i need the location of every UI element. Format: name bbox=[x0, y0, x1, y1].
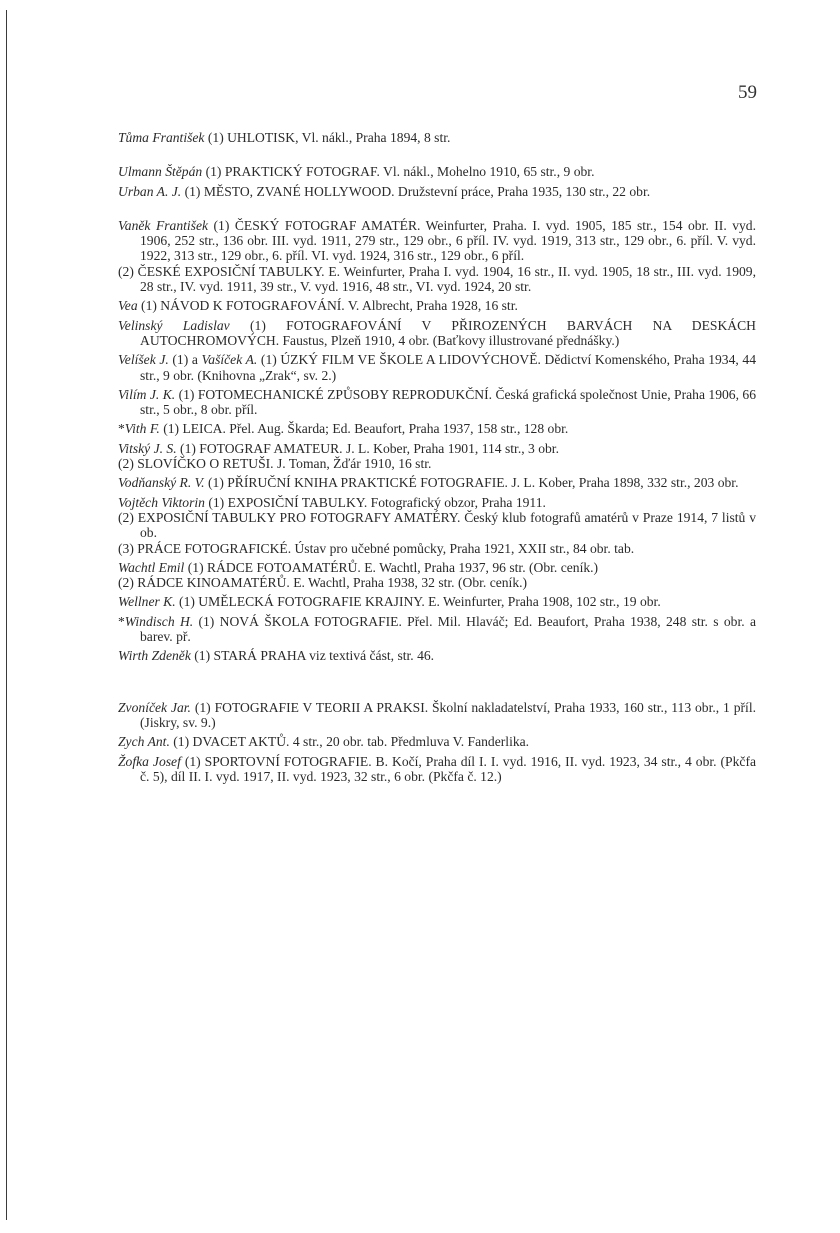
entry-text: (1) RÁDCE FOTOAMATÉRŮ. E. Wachtl, Praha 1937, 96 str. (Obr. ceník.) bbox=[184, 559, 599, 575]
bibliography-entry bbox=[118, 298, 756, 313]
entry-text: (1) STARÁ PRAHA viz textivá část, str. 46. bbox=[190, 648, 435, 664]
entry-author: Vitský J. S. bbox=[118, 440, 177, 456]
entry-author: Wachtl Emil bbox=[118, 559, 185, 575]
entry-author: Vodňanský R. V. bbox=[118, 475, 205, 491]
entry-text: (1) ČESKÝ FOTOGRAF AMATÉR. Weinfurter, Praha. I. vyd. 1905, 185 str., 154 obr. II. vyd. 1906, 252 str., 136 obr. III. vyd. 1911, 279 str., 129 obr., 6 příl. IV. vyd. 1919, 313 str., 129 obr., 6. příl. V. vyd. 1922, 313 str., 129 obr., 6. příl. VI. vyd. 1924, 316 str., 129 obr., 6 příl. bbox=[140, 217, 756, 264]
entry-text: (1) NOVÁ ŠKOLA FOTOGRAFIE. Přel. Mil. Hlaváč; Ed. Beaufort, Praha 1938, 248 str. s obr. a barev. př. bbox=[140, 613, 756, 645]
entry-text: (1) FOTOMECHANICKÉ ZPŮSOBY REPRODUKČNÍ. Česká grafická společnost Unie, Praha 1906, 66 str., 5 obr., 8 obr. příl. bbox=[140, 386, 756, 418]
entry-author: Zych Ant. bbox=[118, 734, 170, 750]
entry-text: (1) a bbox=[168, 352, 202, 368]
entry-text: (1) NÁVOD K FOTOGRAFOVÁNÍ. V. Albrecht, Praha 1928, 16 str. bbox=[137, 298, 518, 314]
entry-text: (1) LEICA. Přel. Aug. Škarda; Ed. Beaufort, Praha 1937, 158 str., 128 obr. bbox=[159, 421, 569, 437]
bibliography-list bbox=[118, 130, 756, 788]
entry-text: (1) FOTOGRAFIE V TEORII A PRAKSI. Školní nakladatelství, Praha 1933, 160 str., 113 obr., 1 příl. (Jiskry, sv. 9.) bbox=[140, 699, 756, 730]
entry-text: (1) EXPOSIČNÍ TABULKY. Fotografický obzor, Praha 1911. bbox=[204, 494, 546, 510]
entry-subwork: (2) ČESKÉ EXPOSIČNÍ TABULKY. E. Weinfurter, Praha I. vyd. 1904, 16 str., II. vyd. 1905, 18 str., III. vyd. 1909, 28 str., IV. vyd. 1911, 39 str., V. vyd. 1916, 48 str., VI. vyd. 1924, 20 str. bbox=[118, 263, 756, 295]
bibliography-entry bbox=[118, 754, 756, 785]
bibliography-entry bbox=[118, 184, 756, 199]
entry-author: Windisch H. bbox=[124, 613, 194, 629]
bibliography-entry bbox=[118, 318, 756, 349]
entry-author: Zvoníček Jar. bbox=[118, 699, 191, 715]
bibliography-entry bbox=[118, 352, 756, 383]
entry-subwork: (2) EXPOSIČNÍ TABULKY PRO FOTOGRAFY AMATÉRY. Český klub fotografů amatérů v Praze 1914, 7 listů v ob. bbox=[118, 509, 756, 541]
entry-author: Tůma František bbox=[118, 130, 205, 145]
entry-asterisk-marker: * bbox=[118, 421, 125, 437]
entry-author: Vea bbox=[118, 298, 138, 314]
bibliography-entry bbox=[118, 495, 756, 556]
entry-author: Žofka Josef bbox=[118, 753, 181, 769]
bibliography-entry bbox=[118, 560, 756, 591]
entry-coauthor: Vašíček A. bbox=[201, 352, 258, 368]
entry-author: Vith F. bbox=[124, 421, 160, 437]
entry-text: (1) FOTOGRAFOVÁNÍ V PŘIROZENÝCH BARVÁCH NA DESKÁCH AUTOCHROMOVÝCH. Faustus, Plzeň 1910, 4 obr. (Baťkovy illustrované přednášky.) bbox=[140, 317, 756, 348]
entry-text: (1) PŘÍRUČNÍ KNIHA PRAKTICKÉ FOTOGRAFIE. J. L. Kober, Praha 1898, 332 str., 203 obr. bbox=[204, 475, 739, 491]
page-edge-line bbox=[6, 10, 7, 1220]
entry-author: Velíšek J. bbox=[118, 352, 169, 368]
entry-text: (1) UMĚLECKÁ FOTOGRAFIE KRAJINY. E. Weinfurter, Praha 1908, 102 str., 19 obr. bbox=[175, 594, 661, 610]
bibliography-entry bbox=[118, 218, 756, 294]
bibliography-entry bbox=[118, 700, 756, 731]
bibliography-entry bbox=[118, 421, 756, 436]
bibliography-entry bbox=[118, 164, 756, 179]
entry-subwork: (2) SLOVÍČKO O RETUŠI. J. Toman, Žďár 1910, 16 str. bbox=[118, 456, 432, 472]
entry-text: (1) SPORTOVNÍ FOTOGRAFIE. B. Kočí, Praha díl I. I. vyd. 1916, II. vyd. 1923, 34 str., 4 obr. (Pkčfa č. 5), díl II. I. vyd. 1917, II. vyd. 1923, 32 str., 6 obr. (Pkčfa č. 12.) bbox=[140, 753, 757, 784]
entry-text: (1) UHLOTISK, Vl. nákl., Praha 1894, 8 str. bbox=[204, 130, 451, 145]
entry-asterisk-marker: * bbox=[118, 613, 125, 629]
bibliography-entry bbox=[118, 130, 756, 145]
entry-author: Wirth Zdeněk bbox=[118, 648, 191, 664]
bibliography-entry bbox=[118, 648, 756, 663]
bibliography-entry bbox=[118, 475, 756, 490]
bibliography-entry bbox=[118, 387, 756, 418]
bibliography-entry bbox=[118, 594, 756, 609]
entry-text: (1) MĚSTO, ZVANÉ HOLLYWOOD. Družstevní práce, Praha 1935, 130 str., 22 obr. bbox=[181, 183, 651, 199]
entry-subwork: (3) PRÁCE FOTOGRAFICKÉ. Ústav pro učebné pomůcky, Praha 1921, XXII str., 84 obr. tab. bbox=[118, 540, 635, 556]
entry-subwork: (2) RÁDCE KINOAMATÉRŮ. E. Wachtl, Praha 1938, 32 str. (Obr. ceník.) bbox=[118, 575, 528, 591]
entry-author: Vojtěch Viktorin bbox=[118, 494, 205, 510]
entry-author: Vilím J. K. bbox=[118, 386, 176, 402]
entry-author: Vaněk František bbox=[118, 217, 209, 233]
page-number: 59 bbox=[738, 82, 757, 103]
entry-text: (1) FOTOGRAF AMATEUR. J. L. Kober, Praha 1901, 114 str., 3 obr. bbox=[176, 440, 559, 456]
bibliography-entry bbox=[118, 614, 756, 645]
bibliography-entry bbox=[118, 441, 756, 472]
entry-author: Velinský Ladislav bbox=[118, 317, 230, 333]
entry-text-continued: (1) ÚZKÝ FILM VE ŠKOLE A LIDOVÝCHOVĚ. Dědictví Komenského, Praha 1934, 44 str., 9 obr. (Knihovna „Zrak“, sv. 2.) bbox=[140, 352, 756, 383]
entry-text: (1) DVACET AKTŮ. 4 str., 20 obr. tab. Předmluva V. Fanderlika. bbox=[169, 734, 530, 750]
entry-text: (1) PRAKTICKÝ FOTOGRAF. Vl. nákl., Mohelno 1910, 65 str., 9 obr. bbox=[202, 164, 595, 180]
entry-author: Urban A. J. bbox=[118, 183, 182, 199]
entry-author: Ulmann Štěpán bbox=[118, 164, 203, 180]
bibliography-entry bbox=[118, 734, 756, 749]
entry-author: Wellner K. bbox=[118, 594, 176, 610]
